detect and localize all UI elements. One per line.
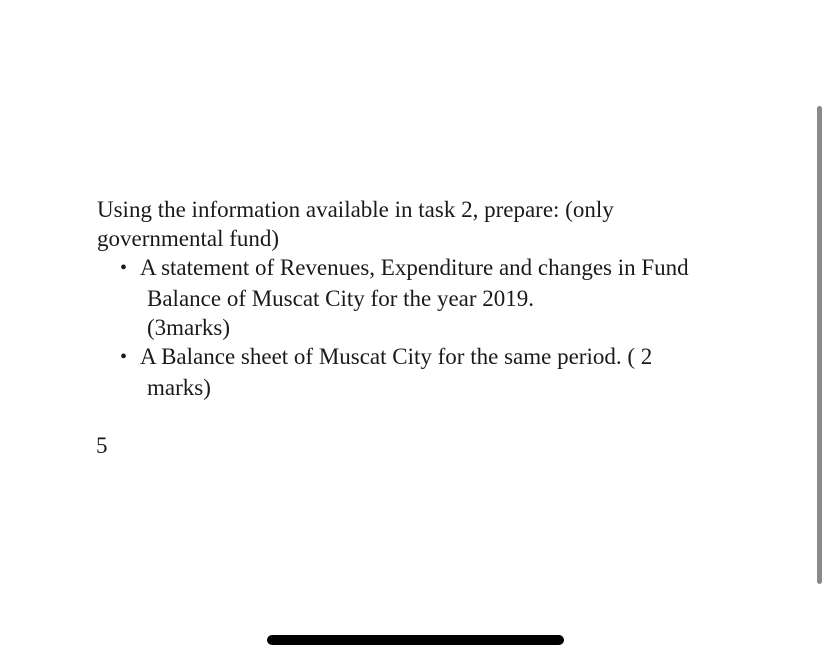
bullet-1-line-2: Balance of Muscat City for the year 2019. xyxy=(147,286,535,311)
task-instruction-line-1: Using the information available in task 2, prepare: (only xyxy=(97,197,614,222)
page-number: 5 xyxy=(96,433,108,458)
bullet-1-marks: (3marks) xyxy=(147,315,231,340)
task-instruction-line-2: governmental fund) xyxy=(97,226,280,251)
bullet-1-line-1: A statement of Revenues, Expenditure and changes in Fund xyxy=(140,255,689,280)
vertical-scrollbar[interactable] xyxy=(817,106,822,584)
bullet-2-line-1: A Balance sheet of Muscat City for the same period. ( 2 xyxy=(140,344,653,369)
bullet-2-marks: marks) xyxy=(147,375,211,400)
bullet-icon: • xyxy=(120,257,128,279)
bullet-icon: • xyxy=(120,346,128,368)
home-indicator[interactable] xyxy=(267,635,564,645)
